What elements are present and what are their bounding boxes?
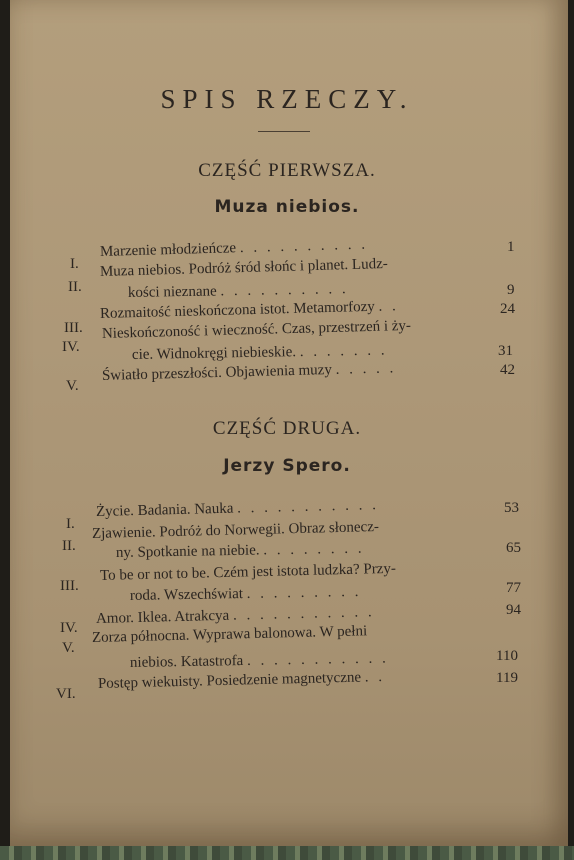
page-title: SPIS RZECZY. bbox=[160, 84, 414, 114]
toc-entry-continuation: ny. Spotkanie na niebie. . . . . . . . . bbox=[115, 540, 365, 561]
title-rule bbox=[258, 131, 310, 132]
table-surface bbox=[0, 846, 574, 860]
toc-entry-numeral: I. bbox=[66, 516, 75, 532]
part-one-subtitle: Muza niebios. bbox=[214, 197, 360, 217]
toc-entry-numeral: V. bbox=[62, 640, 75, 656]
toc-entry-page: 65 bbox=[506, 540, 521, 556]
toc-entry-page: 119 bbox=[496, 670, 518, 686]
toc-entry-page: 94 bbox=[506, 602, 521, 618]
toc-entry-numeral: I. bbox=[70, 256, 79, 272]
toc-entry-numeral: III. bbox=[64, 320, 83, 336]
toc-entry-numeral: VI. bbox=[56, 686, 76, 702]
toc-entry-page: 1 bbox=[507, 239, 515, 255]
toc-entry-text: Nieskończoność i wieczność. Czas, przestrzeń i ży- bbox=[101, 317, 412, 342]
toc-entry-text: To be or not to be. Czém jest istota ludzka? Przy- bbox=[99, 560, 397, 584]
toc-entry-numeral: IV. bbox=[62, 339, 80, 355]
toc-entry-continuation: niebios. Katastrofa . . . . . . . . . . . bbox=[129, 650, 389, 671]
toc-entry-text: Muza niebios. Podróż śród słońc i planet. Ludz- bbox=[99, 255, 388, 280]
toc-entry-text: Postęp wiekuisty. Posiedzenie magnetyczne . . bbox=[97, 668, 386, 692]
toc-entry-numeral: III. bbox=[60, 578, 79, 594]
toc-entry-page: 53 bbox=[504, 500, 519, 516]
toc-entry-continuation: cie. Widnokręgi niebieskie. . . . . . . . bbox=[131, 342, 388, 363]
toc-entry-page: 110 bbox=[496, 648, 518, 664]
toc-entry-text: Życie. Badania. Nauka . . . . . . . . . . . bbox=[95, 497, 380, 520]
toc-entry-page: 42 bbox=[500, 362, 515, 378]
toc-entry-page: 77 bbox=[506, 580, 521, 596]
toc-entry-page: 24 bbox=[500, 301, 515, 317]
part-two-title: CZĘŚĆ DRUGA. bbox=[212, 418, 362, 439]
part-one-title: CZĘŚĆ PIERWSZA. bbox=[198, 160, 376, 181]
toc-entry-text: Zjawienie. Podróż do Norwegii. Obraz słonecz- bbox=[91, 518, 380, 542]
toc-entry-numeral: V. bbox=[66, 378, 79, 394]
toc-entry-page: 31 bbox=[498, 343, 513, 359]
toc-entry-continuation: kości nieznane . . . . . . . . . . bbox=[127, 281, 349, 301]
toc-entry-continuation: roda. Wszechświat . . . . . . . . . bbox=[129, 583, 362, 604]
toc-entry-text: Marzenie młodzieńcze . . . . . . . . . . bbox=[99, 236, 369, 260]
toc-entry-text: Amor. Iklea. Atrakcya . . . . . . . . . . . bbox=[95, 604, 375, 627]
toc-entry-text: Rozmaitość nieskończona istot. Metamorfozy . . bbox=[99, 298, 400, 322]
part-two-subtitle: Jerzy Spero. bbox=[223, 456, 351, 476]
toc-entry-numeral: II. bbox=[62, 538, 76, 554]
toc-entry-numeral: IV. bbox=[60, 620, 78, 636]
toc-entry-numeral: II. bbox=[68, 279, 82, 295]
toc-entry-text: Światło przeszłości. Objawienia muzy . . . . . bbox=[101, 360, 397, 384]
toc-entry-text: Zorza północna. Wyprawa balonowa. W pełni bbox=[91, 623, 368, 646]
toc-entry-page: 9 bbox=[507, 282, 515, 298]
